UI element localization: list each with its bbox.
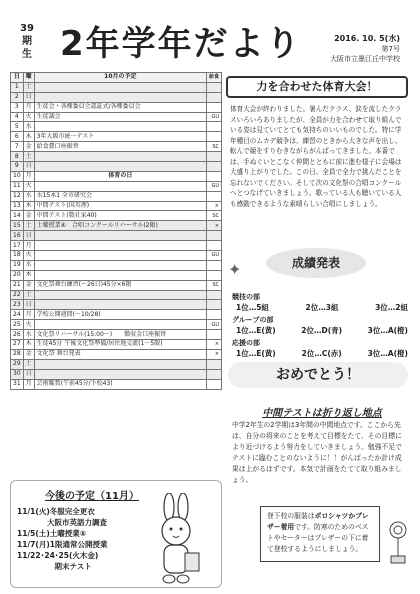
notice-text: 登下校の服装は — [267, 512, 315, 520]
memo-cell: SC — [206, 280, 221, 290]
list-item: 大阪市英語力調査 — [17, 518, 107, 527]
future-schedule-box — [10, 480, 222, 588]
day-cell: 25 — [11, 320, 24, 330]
memo-cell — [206, 231, 221, 241]
table-row — [11, 369, 222, 379]
memo-cell — [206, 162, 221, 172]
weekday-cell: 水 — [23, 260, 34, 270]
memo-cell — [206, 359, 221, 369]
day-cell: 1 — [11, 82, 24, 92]
memo-cell — [206, 270, 221, 280]
day-cell: 2 — [11, 92, 24, 102]
event-cell — [34, 270, 206, 280]
day-cell: 9 — [11, 162, 24, 172]
event-cell — [34, 92, 206, 102]
midterm-text: 中学2年生の2学期は3年間の中間地点です。ここから先は、自分の将来のことを考えて目標をたて、その目標により近づけるよう努力をしていきましょう。勉強不足でテストに臨むことのないように！！がんばったか計け成果は上がるはずです。本気で計画をたてて取り組みましょう。 — [232, 421, 402, 484]
future-title: 今後の予定（11月） — [45, 491, 139, 502]
day-cell: 5 — [11, 122, 24, 132]
event-cell: 土曜授業④ 合唱コンクールリハーサル(2限) — [34, 221, 206, 231]
event-cell: 生徒議会 — [34, 112, 206, 122]
table-row — [11, 221, 222, 231]
results-group — [232, 338, 408, 359]
grade-word: 生 — [22, 49, 32, 60]
day-cell: 26 — [11, 330, 24, 340]
term-label: 期 — [22, 36, 32, 47]
table-row — [11, 359, 222, 369]
memo-cell — [206, 102, 221, 112]
weekday-cell: 日 — [23, 92, 34, 102]
day-cell: 7 — [11, 142, 24, 152]
weekday-cell: 日 — [23, 231, 34, 241]
event-cell — [34, 181, 206, 191]
issue-number-label: 第7号 — [381, 45, 400, 53]
table-row — [11, 241, 222, 251]
weekday-cell: 月 — [23, 171, 34, 181]
table-row — [11, 201, 222, 211]
table-row — [11, 92, 222, 102]
memo-cell: × — [206, 340, 221, 350]
event-cell — [34, 320, 206, 330]
weekday-header: 曜 — [23, 73, 34, 83]
weekday-cell: 火 — [23, 181, 34, 191]
weekday-cell: 火 — [23, 320, 34, 330]
table-row — [11, 349, 222, 359]
calendar-title: 10月の予定 — [34, 73, 206, 83]
memo-cell — [206, 330, 221, 340]
second-place: 2位…C(赤) — [301, 349, 342, 358]
rabbit-illustration-icon — [145, 493, 207, 585]
day-cell: 13 — [11, 201, 24, 211]
weekday-cell: 月 — [23, 379, 34, 389]
day-header: 日 — [11, 73, 24, 83]
congratulations-banner: おめでとう！ — [228, 362, 408, 388]
memo-cell — [206, 379, 221, 389]
weekday-cell: 月 — [23, 102, 34, 112]
day-cell: 17 — [11, 241, 24, 251]
second-place: 2位…D(青) — [301, 326, 343, 335]
list-item: 11/22･24･25(火木金) — [17, 551, 99, 560]
day-cell: 23 — [11, 300, 24, 310]
memo-header: 給食 — [206, 73, 221, 83]
memo-cell: × — [206, 349, 221, 359]
october-calendar — [10, 72, 222, 390]
event-cell: 3年大阪市統一テスト — [34, 132, 206, 142]
flower-illustration-icon — [386, 520, 410, 564]
memo-cell: × — [206, 221, 221, 231]
event-cell — [34, 300, 206, 310]
table-row — [11, 162, 222, 172]
memo-cell — [206, 152, 221, 162]
memo-cell: GU — [206, 251, 221, 261]
weekday-cell: 木 — [23, 132, 34, 142]
weekday-cell: 月 — [23, 241, 34, 251]
notice-bold-text: ポロシャツかブレザー着用 — [267, 512, 369, 531]
day-cell: 10 — [11, 171, 24, 181]
table-row — [11, 191, 222, 201]
weekday-cell: 木 — [23, 201, 34, 211]
table-row — [11, 310, 222, 320]
event-cell: 水15木1 全市研究会 — [34, 191, 206, 201]
table-row — [11, 132, 222, 142]
event-cell — [34, 231, 206, 241]
list-item: 11/1(火)冬服完全更衣 — [17, 507, 95, 516]
weekday-cell: 金 — [23, 280, 34, 290]
day-cell: 18 — [11, 251, 24, 261]
sparkle-icon: ✦ — [228, 260, 242, 279]
weekday-cell: 土 — [23, 359, 34, 369]
event-cell: 文化祭リハーサル(15:00〜) 徴収金口座振替 — [34, 330, 206, 340]
table-row — [11, 300, 222, 310]
page-title: 2年学年だより — [60, 24, 302, 64]
list-item: 11/7(月)1限通常公開授業 — [17, 540, 108, 549]
table-row — [11, 280, 222, 290]
day-cell: 8 — [11, 152, 24, 162]
memo-cell: SC — [206, 211, 221, 221]
table-row — [11, 251, 222, 261]
second-place: 2位…3組 — [305, 303, 339, 312]
event-cell: 芸術鑑賞(午前45分/下校43) — [34, 379, 206, 389]
event-cell — [34, 260, 206, 270]
event-cell: 文化祭 舞台発表 — [34, 349, 206, 359]
day-cell: 12 — [11, 191, 24, 201]
table-row — [11, 231, 222, 241]
first-place: 1位…5組 — [236, 303, 269, 312]
results-category: 競技の部 — [232, 293, 260, 301]
issue-number: 39 — [20, 23, 34, 34]
day-cell: 29 — [11, 359, 24, 369]
memo-cell — [206, 92, 221, 102]
weekday-cell: 日 — [23, 162, 34, 172]
third-place: 3位…A(橙) — [367, 326, 408, 335]
results-row — [232, 325, 408, 336]
day-cell: 31 — [11, 379, 24, 389]
results-group — [232, 292, 408, 313]
day-cell: 16 — [11, 231, 24, 241]
weekday-cell: 日 — [23, 300, 34, 310]
day-cell: 4 — [11, 112, 24, 122]
weekday-cell: 月 — [23, 310, 34, 320]
third-place: 3位…2組 — [375, 303, 408, 312]
memo-cell: GU — [206, 181, 221, 191]
event-cell — [34, 359, 206, 369]
event-cell — [34, 162, 206, 172]
day-cell: 20 — [11, 270, 24, 280]
issue-meta — [330, 34, 400, 64]
sports-festival-banner: 力を合わせた体育大会！ — [226, 76, 408, 98]
weekday-cell: 日 — [23, 369, 34, 379]
memo-cell — [206, 300, 221, 310]
memo-cell — [206, 310, 221, 320]
memo-cell — [206, 191, 221, 201]
table-row — [11, 82, 222, 92]
event-cell — [34, 122, 206, 132]
school-name: 大阪市立墨江丘中学校 — [330, 55, 400, 63]
day-cell: 19 — [11, 260, 24, 270]
first-place: 1位…E(黄) — [236, 349, 276, 358]
results-row — [232, 302, 408, 313]
weekday-cell: 土 — [23, 221, 34, 231]
memo-cell — [206, 122, 221, 132]
weekday-cell: 木 — [23, 270, 34, 280]
table-row — [11, 379, 222, 389]
event-cell: 給食費口座振替 — [34, 142, 206, 152]
memo-cell: SC — [206, 142, 221, 152]
weekday-cell: 木 — [23, 340, 34, 350]
weekday-cell: 金 — [23, 142, 34, 152]
event-cell: 生徒45分 午後文化祭準備/居住地交流(1〜5限) — [34, 340, 206, 350]
day-cell: 27 — [11, 340, 24, 350]
day-cell: 30 — [11, 369, 24, 379]
third-place: 3位…A(橙) — [367, 349, 408, 358]
memo-cell — [206, 260, 221, 270]
results-group — [232, 315, 408, 336]
header — [0, 0, 420, 72]
table-row — [11, 211, 222, 221]
event-cell: 中間テスト(国英理) — [34, 201, 206, 211]
event-cell: 生徒会・各種委員会認証式/各種委員会 — [34, 102, 206, 112]
day-cell: 22 — [11, 290, 24, 300]
first-place: 1位…E(黄) — [236, 326, 276, 335]
day-cell: 14 — [11, 211, 24, 221]
weekday-cell: 火 — [23, 112, 34, 122]
results-category: 応援の部 — [232, 339, 260, 347]
holiday-cell: 体育の日 — [34, 171, 206, 181]
table-row — [11, 112, 222, 122]
memo-cell: GU — [206, 112, 221, 122]
day-cell: 6 — [11, 132, 24, 142]
weekday-cell: 火 — [23, 251, 34, 261]
memo-cell: GU — [206, 320, 221, 330]
event-cell — [34, 241, 206, 251]
weekday-cell: 金 — [23, 211, 34, 221]
weekday-cell: 土 — [23, 290, 34, 300]
day-cell: 21 — [11, 280, 24, 290]
table-row — [11, 260, 222, 270]
results-row — [232, 348, 408, 359]
results-title: 成績発表 — [266, 248, 366, 278]
list-item: 期末テスト — [17, 562, 92, 571]
list-item: 11/5(土)土曜授業⑤ — [17, 529, 87, 538]
event-cell — [34, 251, 206, 261]
table-row — [11, 171, 222, 181]
table-row — [11, 330, 222, 340]
memo-cell: × — [206, 201, 221, 211]
table-row — [11, 152, 222, 162]
day-cell: 15 — [11, 221, 24, 231]
table-row — [11, 340, 222, 350]
memo-cell — [206, 241, 221, 251]
table-row — [11, 142, 222, 152]
memo-cell — [206, 171, 221, 181]
uniform-notice — [260, 506, 380, 562]
sports-festival-text: 体育大会が終わりました。暑んだクラス、涙を流したクラスいろいろありましたが、全員が力を合わせて取り組んでいる姿は見ていてとても気持ちのいいものでした。特に学年種目のムカデ競争は、練習のときから大きな声を出し、転んで競をすりむきながらがんばってきました。本番では、手ぬぐいとこなく仲間とともに前に進む様子に会場は大盛り上がりでした。この日、全員で全力で挑んだことを忘れないでください。そして次の文化祭の合唱コンクールへとつなげていきましょう。歌っている人も聴いている人も感動できるような素晴らしい合唱にしましょう。 — [230, 105, 402, 208]
issue-date: 2016. 10. 5(水) — [334, 34, 400, 43]
table-row — [11, 102, 222, 112]
event-cell — [34, 152, 206, 162]
table-row — [11, 181, 222, 191]
weekday-cell: 水 — [23, 330, 34, 340]
midterm-title: 中間テストは折り返し地点 — [262, 408, 382, 419]
event-cell: 学校公開週間(〜10/28) — [34, 310, 206, 320]
day-cell: 28 — [11, 349, 24, 359]
memo-cell — [206, 82, 221, 92]
table-row — [11, 122, 222, 132]
weekday-cell: 土 — [23, 152, 34, 162]
weekday-cell: 水 — [23, 191, 34, 201]
day-cell: 24 — [11, 310, 24, 320]
grade-label — [16, 22, 38, 61]
notice-rest-text: です。防寒のためのベストやセーターはブレザーの下に着て登校するようにしましょう。 — [267, 523, 369, 553]
weekday-cell: 水 — [23, 122, 34, 132]
table-row — [11, 290, 222, 300]
memo-cell — [206, 132, 221, 142]
day-cell: 11 — [11, 181, 24, 191]
table-row — [11, 320, 222, 330]
results-list — [232, 292, 408, 361]
calendar-header-row — [11, 73, 222, 83]
day-cell: 3 — [11, 102, 24, 112]
memo-cell — [206, 369, 221, 379]
weekday-cell: 金 — [23, 349, 34, 359]
weekday-cell: 土 — [23, 82, 34, 92]
results-category: グループの部 — [232, 316, 274, 324]
event-cell: 中間テスト(数社家40) — [34, 211, 206, 221]
event-cell: 文化祭舞台練習(〜26日)45分×6限 — [34, 280, 206, 290]
event-cell — [34, 290, 206, 300]
table-row — [11, 270, 222, 280]
event-cell — [34, 369, 206, 379]
event-cell — [34, 82, 206, 92]
memo-cell — [206, 290, 221, 300]
